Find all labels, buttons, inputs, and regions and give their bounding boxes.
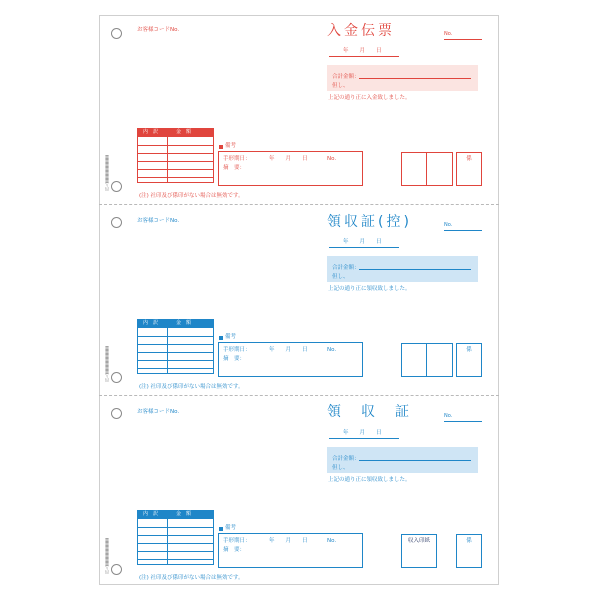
received-statement: 上記の通り正に領収致しました。 xyxy=(328,477,411,483)
breakdown-row-line xyxy=(138,360,213,361)
bill-due-label: 手形期日： xyxy=(223,156,251,162)
vertical-print-code: 四入〓〓〓〓〓〓〓 xyxy=(104,155,109,191)
slip-title: 領収証(控) xyxy=(327,214,412,230)
slip-section xyxy=(99,397,499,587)
amount-line xyxy=(359,78,471,79)
breakdown-row-line xyxy=(138,551,213,552)
caution-note: (注) 社印及び係印がない場合は無効です。 xyxy=(139,384,244,390)
purpose-label: 但し、 xyxy=(332,83,349,89)
amount-box xyxy=(327,447,478,473)
breakdown-header-amount: 金 額 xyxy=(176,511,192,517)
number-label: No. xyxy=(444,222,453,228)
bill-due-date: 年 月 日 xyxy=(269,538,308,544)
purpose-label: 但し、 xyxy=(332,465,349,471)
clerk-stamp-box: 係 xyxy=(456,152,482,186)
bill-due-date: 年 月 日 xyxy=(269,156,308,162)
breakdown-header-item: 内 訳 xyxy=(143,511,159,517)
breakdown-header xyxy=(138,320,213,328)
date-label: 年 月 日 xyxy=(343,48,382,54)
breakdown-row-line xyxy=(138,368,213,369)
amount-label: 合計金額： xyxy=(332,456,360,462)
bill-due-label: 手形期日： xyxy=(223,538,251,544)
breakdown-header-amount: 金 額 xyxy=(176,320,192,326)
date-label: 年 月 日 xyxy=(343,239,382,245)
breakdown-row-line xyxy=(138,336,213,337)
remarks-label: 備考 xyxy=(225,334,237,340)
breakdown-row-line xyxy=(138,344,213,345)
remarks-box xyxy=(218,533,363,568)
amount-line xyxy=(359,269,471,270)
clerk-stamp-box: 係 xyxy=(456,534,482,568)
breakdown-row-line xyxy=(138,177,213,178)
remarks-box xyxy=(218,342,363,377)
breakdown-row-line xyxy=(138,145,213,146)
breakdown-header xyxy=(138,129,213,137)
bill-number-label: No. xyxy=(327,347,337,353)
slip-section xyxy=(99,15,499,205)
slip-section xyxy=(99,206,499,396)
breakdown-row-line xyxy=(138,527,213,528)
breakdown-row-line xyxy=(138,559,213,560)
bill-due-date: 年 月 日 xyxy=(269,347,308,353)
customer-code-label: お客様コードNo. xyxy=(137,218,180,224)
breakdown-row-line xyxy=(138,169,213,170)
breakdown-header xyxy=(138,511,213,519)
summary-label: 摘 要： xyxy=(223,165,246,171)
breakdown-row-line xyxy=(138,352,213,353)
bill-number-label: No. xyxy=(327,156,337,162)
square-bullet-icon xyxy=(219,336,223,340)
breakdown-column-line xyxy=(167,320,168,373)
breakdown-row-line xyxy=(138,535,213,536)
date-line xyxy=(329,247,399,248)
breakdown-header-item: 内 訳 xyxy=(143,320,159,326)
vertical-print-code: 四入〓〓〓〓〓〓〓 xyxy=(104,538,109,574)
number-label: No. xyxy=(444,413,453,419)
remarks-label: 備考 xyxy=(225,525,237,531)
amount-box xyxy=(327,65,478,91)
breakdown-table xyxy=(137,128,214,183)
breakdown-header-amount: 金 額 xyxy=(176,129,192,135)
number-line xyxy=(444,230,482,231)
breakdown-header-item: 内 訳 xyxy=(143,129,159,135)
breakdown-row-line xyxy=(138,161,213,162)
slip-title: 入金伝票 xyxy=(327,23,395,39)
date-line xyxy=(329,56,399,57)
amount-box xyxy=(327,256,478,282)
stamp-box xyxy=(401,152,427,186)
remarks-label: 備考 xyxy=(225,143,237,149)
received-statement: 上記の通り正に領収致しました。 xyxy=(328,286,411,292)
date-label: 年 月 日 xyxy=(343,430,382,436)
breakdown-column-line xyxy=(167,129,168,182)
amount-label: 合計金額： xyxy=(332,265,360,271)
bill-due-label: 手形期日： xyxy=(223,347,251,353)
breakdown-row-line xyxy=(138,543,213,544)
customer-code-label: お客様コードNo. xyxy=(137,27,180,33)
number-label: No. xyxy=(444,31,453,37)
summary-label: 摘 要： xyxy=(223,547,246,553)
breakdown-table xyxy=(137,510,214,565)
number-line xyxy=(444,421,482,422)
customer-code-label: お客様コードNo. xyxy=(137,409,180,415)
bill-number-label: No. xyxy=(327,538,337,544)
received-statement: 上記の通り正に入金致しました。 xyxy=(328,95,411,101)
summary-label: 摘 要： xyxy=(223,356,246,362)
stamp-box xyxy=(427,152,453,186)
number-line xyxy=(444,39,482,40)
purpose-label: 但し、 xyxy=(332,274,349,280)
stamp-box xyxy=(401,343,427,377)
stamp-box xyxy=(427,343,453,377)
amount-line xyxy=(359,460,471,461)
caution-note: (注) 社印及び係印がない場合は無効です。 xyxy=(139,575,244,581)
square-bullet-icon xyxy=(219,145,223,149)
clerk-stamp-box: 係 xyxy=(456,343,482,377)
remarks-box xyxy=(218,151,363,186)
revenue-stamp-box: 収入印紙 xyxy=(401,534,437,568)
slip-title: 領 収 証 xyxy=(327,404,412,420)
caution-note: (注) 社印及び係印がない場合は無効です。 xyxy=(139,193,244,199)
breakdown-row-line xyxy=(138,153,213,154)
date-line xyxy=(329,438,399,439)
breakdown-table xyxy=(137,319,214,374)
amount-label: 合計金額： xyxy=(332,74,360,80)
breakdown-column-line xyxy=(167,511,168,564)
vertical-print-code: 四入〓〓〓〓〓〓〓 xyxy=(104,346,109,382)
square-bullet-icon xyxy=(219,527,223,531)
